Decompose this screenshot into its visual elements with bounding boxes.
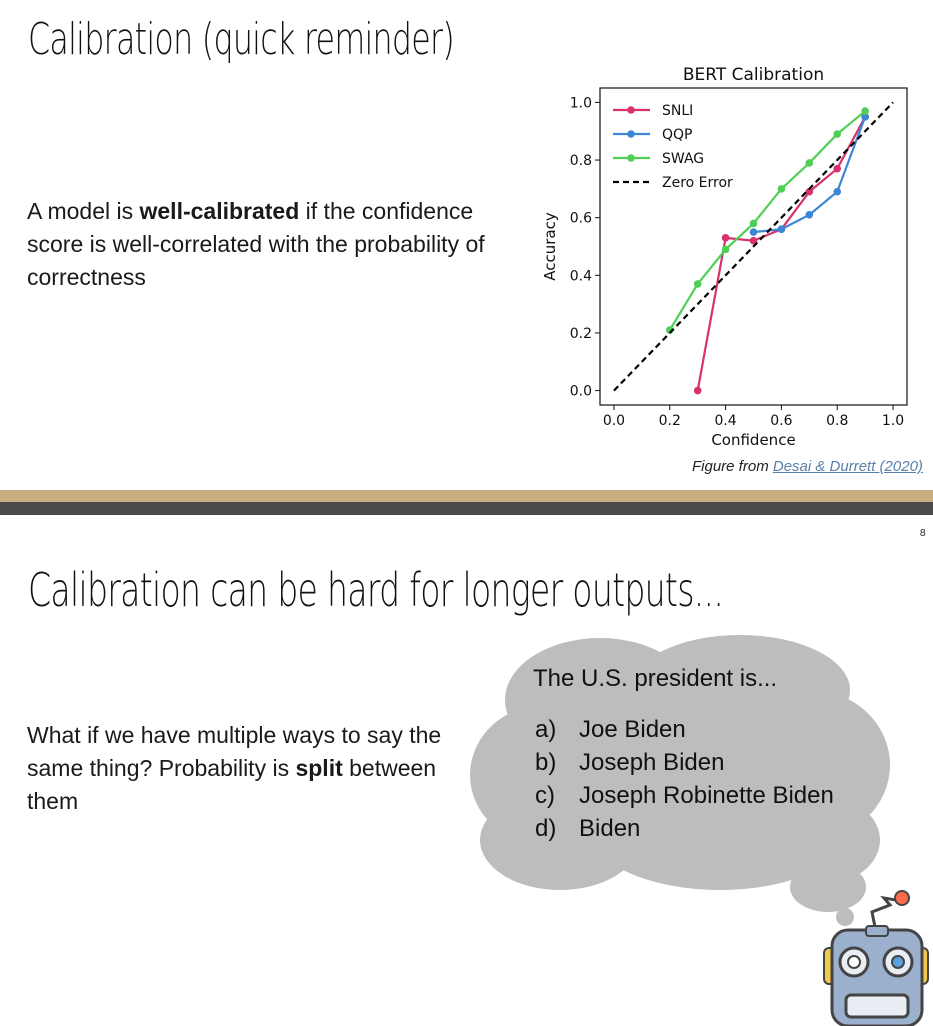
slide-title-calibration: Calibration (quick reminder)	[28, 14, 455, 65]
x-tick-label: 0.6	[770, 413, 793, 429]
option-letter: b)	[535, 749, 557, 776]
definition-text-end: if the confidence score is well-correlated with the probability of correctness	[27, 198, 485, 290]
y-tick-label: 0.4	[569, 268, 592, 285]
option-a	[535, 716, 686, 744]
x-axis-label: Confidence	[711, 431, 796, 449]
option-c	[535, 782, 834, 810]
y-tick-label: 0.2	[569, 325, 592, 342]
legend-label: QQP	[662, 127, 693, 143]
y-tick-label: 0.8	[569, 153, 592, 170]
definition-text-start: A model is	[27, 198, 140, 224]
legend-label: SWAG	[662, 151, 705, 167]
x-tick-label: 0.2	[658, 413, 681, 429]
option-letter: d)	[535, 815, 557, 842]
y-tick-label: 0.6	[569, 210, 592, 227]
x-tick-label: 0.4	[714, 413, 737, 429]
y-tick-label: 1.0	[569, 95, 592, 112]
legend-label: Zero Error	[662, 175, 733, 191]
option-d	[535, 815, 640, 843]
option-letter: c)	[535, 782, 555, 809]
split-text-start: What if we have multiple ways to say the same thing? Probability is	[27, 722, 442, 781]
legend-label: SNLI	[662, 103, 694, 119]
x-tick-label: 0.0	[602, 413, 626, 429]
option-text: Joseph Robinette Biden	[579, 782, 834, 809]
thought-bubble-large	[790, 862, 866, 912]
option-b	[535, 749, 724, 777]
definition-bold-term: well-calibrated	[139, 198, 300, 224]
cloud-heading: The U.S. president is...	[533, 665, 778, 692]
x-tick-label: 0.8	[826, 413, 849, 429]
y-tick-label: 0.0	[569, 383, 592, 400]
chart-title: BERT Calibration	[682, 65, 825, 85]
slide-title-longer-outputs: Calibration can be hard for longer outputs...	[28, 563, 724, 617]
x-tick-label: 1.0	[881, 413, 905, 429]
thought-bubble-small	[836, 908, 854, 926]
option-text: Joe Biden	[579, 716, 686, 743]
split-text-end: between them	[27, 755, 437, 814]
y-axis-label: Accuracy	[541, 212, 559, 281]
option-text: Biden	[579, 815, 641, 842]
caption-prefix: Figure from	[692, 458, 773, 475]
option-text: Joseph Biden	[579, 749, 725, 776]
option-letter: a)	[535, 716, 557, 743]
split-bold-term: split	[295, 755, 343, 781]
page-number: 8	[919, 528, 926, 539]
citation-link[interactable]: Desai & Durrett (2020)	[772, 458, 923, 475]
